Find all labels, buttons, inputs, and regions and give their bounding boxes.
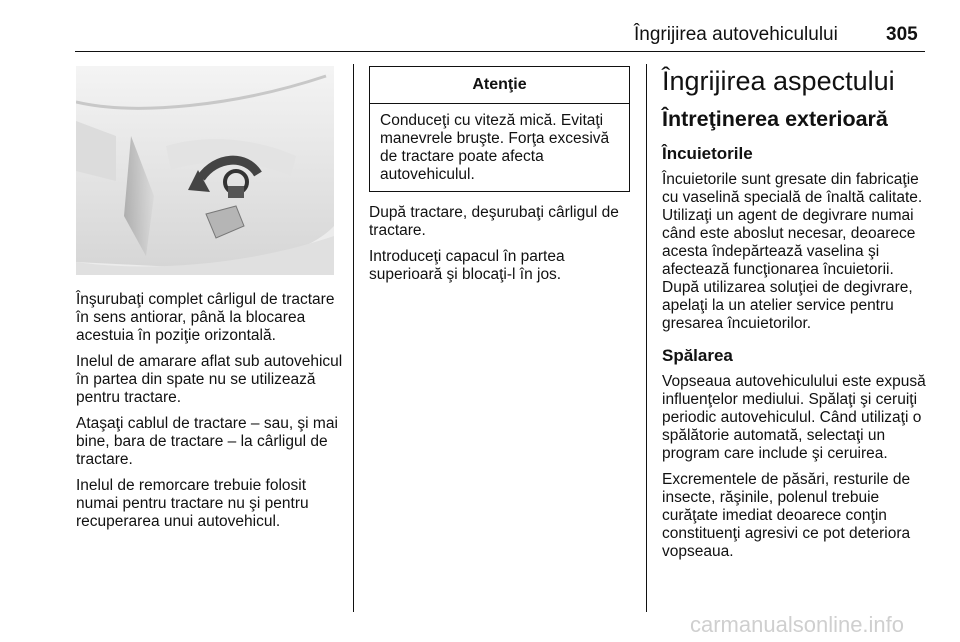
- header-divider: [75, 51, 925, 52]
- paragraph: Inelul de amarare aflat sub autovehicul în partea din spate nu se utilizează pentru tractare.: [76, 353, 343, 406]
- section-title: Îngrijirea aspectului: [662, 66, 895, 96]
- paragraph: Ataşaţi cablul de tractare – sau, şi mai bine, bara de tractare – la cârligul de tractare.: [76, 415, 338, 468]
- tow-hook-illustration: [76, 66, 334, 275]
- paragraph: Inelul de remorcare trebuie folosit numai pentru tractare nu şi pentru recuperarea unui autovehicul.: [76, 477, 309, 530]
- warning-text: Conduceţi cu viteză mică. Evitaţi manevrele bruşte. Forţa excesivă de tractare poate afecta autovehiculul.: [380, 112, 610, 183]
- subsection-title: Întreţinerea exterioară: [662, 107, 888, 131]
- washing-heading: Spălarea: [662, 346, 733, 365]
- paragraph: Excrementele de păsări, resturile de insecte, răşinile, polenul trebuie curăţate imediat deoarece conţin constituenţi agresivi ce pot deteriora vopseaua.: [662, 471, 911, 560]
- column-divider-2: [646, 64, 647, 612]
- left-column: [76, 291, 346, 539]
- locks-heading: Încuietorile: [662, 144, 753, 163]
- page-number: 305: [886, 24, 918, 45]
- column-divider-1: [353, 64, 354, 612]
- tow-hook-drawing: [76, 66, 334, 275]
- right-column: [662, 145, 930, 569]
- paragraph: Introduceţi capacul în partea superioară şi blocaţi-l în jos.: [369, 248, 565, 283]
- paragraph: Vopseaua autovehiculului este expusă influenţelor mediului. Spălaţi şi ceruiţi periodic autovehiculul. Când utilizaţi o spălătorie automată, selectaţi un program care include şi ceruirea.: [662, 373, 926, 462]
- watermark: carmanualsonline.info: [690, 612, 905, 637]
- warning-heading: Atenţie: [370, 67, 629, 104]
- paragraph: După tractare, deşurubaţi cârligul de tractare.: [369, 204, 619, 239]
- paragraph: Înşurubaţi complet cârligul de tractare în sens antiorar, până la blocarea acestuia în poziţie orizontală.: [76, 291, 335, 344]
- paragraph: Încuietorile sunt gresate din fabricaţie cu vaselină specială de înaltă calitate. Utilizaţi un agent de degivrare numai când este aboslut necesar, deoarece acesta îndepărtează vaselina şi afectează funcţionarea încuietorii. După utilizarea soluţiei de degivrare, apelaţi la un atelier service pentru gresarea încuietorilor.: [662, 171, 923, 332]
- warning-box: [369, 66, 630, 192]
- middle-column: [369, 204, 634, 292]
- running-title: Îngrijirea autovehiculului: [634, 24, 838, 45]
